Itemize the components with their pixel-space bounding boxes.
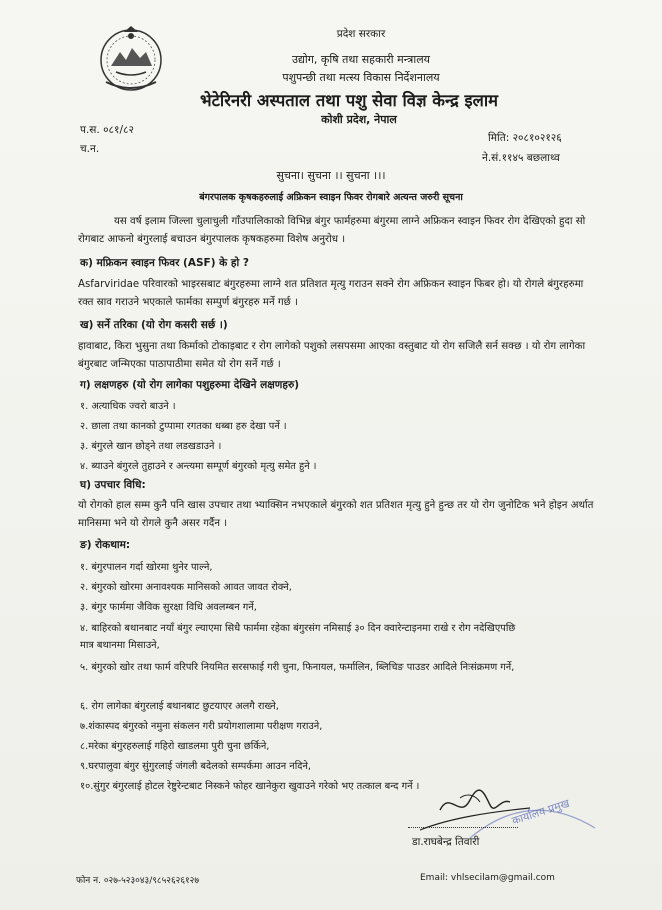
- section-gha-body: यो रोगको हाल सम्म कुनै पनि खास उपचार तथा भ्याक्सिन नभएकाले बंगुरको शत प्रतिशत मृत्यु हुने हुन्छ तर यो रोग जुनोटिक भने होइन अर्थात मानिसमा भने यो रोगले कुनै असर गर्दैन ।: [78, 500, 594, 529]
- prevention-item: ७.शंकास्पद बंगुरको नमुना संकलन गरी प्रयोगशालामा परीक्षण गराउने,: [80, 721, 323, 732]
- notice-title: सुचना। सुचना ।। सुचना ।।।: [276, 169, 386, 182]
- footer-phone: फोन न. ०२७-५२३०४३/९८५२६२६१२७: [76, 876, 200, 886]
- section-kha-body: हावाबाट, किरा भुसुना तथा किर्माको टोकाइबाट र रोग लागेको पशुको लसपसमा आएका वस्तुबाट यो रोग सजिलै सर्न सक्छ । यो रोग लागेका बंगुरबाट जन्मिएका पाठापाठीमा समेत यो रोग सर्ने गर्छ ।: [78, 341, 586, 370]
- province-name: कोशी प्रदेश, नेपाल: [321, 113, 397, 126]
- section-nga-heading: ङ) रोकथाम:: [80, 539, 131, 551]
- section-kha-heading: ख) सर्ने तरिका (यो रोग कसरी सर्छ ।): [80, 319, 228, 331]
- handwritten-signature: [400, 780, 540, 840]
- stamp-text: कार्यालय प्रमुख: [510, 796, 572, 828]
- intro-paragraph: यस वर्ष इलाम जिल्ला चुलाचुली गाँउपालिकाको विभिन्न बंगुर फार्महरुमा बंगुरमा लाग्ने अफ्रिकन स्वाइन फिवर रोग देखिएको हुदा सो रोगबाट आफनो बंगुरलाई बचाउन बंगुरपालक कृषकहरुमा विशेष अनुरोध ।: [78, 216, 586, 245]
- prevention-item: २. बंगुरको खोरमा अनावश्यक मानिसको आवत जावत रोक्ने,: [80, 582, 292, 593]
- government-name: प्रदेश सरकार: [336, 28, 386, 40]
- prevention-item: ३. बंगुर फार्ममा जैविक सुरक्षा विधि अवलम्बन गर्ने,: [80, 602, 257, 613]
- ministry-name: उद्योग, कृषि तथा सहकारी मन्त्रालय: [291, 53, 431, 66]
- date: मिति: २०८१०२१२६: [488, 132, 562, 144]
- prevention-item: ८.मरेका बंगुरहरुलाई गहिरो खाडलमा पुरी चुना छर्किने,: [80, 741, 270, 752]
- section-ka-body: Asfarviridae परिवारको भाइरसबाट बंगुरहरुमा लाग्ने शत प्रतिशत मृत्यु गराउन सक्ने रोग अफ्रिकन स्वाइन फिबर हो। यो रोगले बंगुरहरुमा रक्त स्राव गराउने भएकाले फार्मका सम्पुर्ण बंगुरहरु मर्ने गर्छ ।: [78, 279, 584, 308]
- prevention-item: ९.घरपालुवा बंगुर सुंगुरलाई जंगली बदेलको सम्पर्कमा आउन नदिने,: [80, 761, 312, 772]
- signatory-name: डा.राघबेन्द्र तिवारी: [412, 836, 480, 848]
- section-gha-heading: घ) उपचार विधि:: [80, 479, 146, 491]
- section-ga-heading: ग) लक्षणहरु (यो रोग लागेका पशुहरुमा देखिने लक्षणहरु): [80, 379, 300, 391]
- nepal-sambat-date: ने.सं.११४५ बछलाथ्व: [482, 152, 560, 164]
- hospital-name: भेटेरिनरी अस्पताल तथा पशु सेवा विज्ञ केन्द्र इलाम: [200, 91, 498, 110]
- footer-email: Email: vhlsecilam@gmail.com: [420, 873, 555, 883]
- dispatch-number: च.न.: [80, 143, 100, 155]
- notice-subject: बंगरपालक कृषकहरुलाई अफ्रिकन स्वाइन फिवर रोगबारे अत्यन्त जरुरी सूचना: [199, 192, 463, 203]
- prevention-item: १०.सुंगुर बंगुरलाई होटल रेष्टुरेन्टबाट निस्कने फोहर खानेकुरा खुवाउने गरेको भए तत्काल बन्द गर्ने ।: [80, 781, 420, 792]
- prevention-item: ४. बाहिरको बथानबाट नयाँ बंगुर ल्याएमा सिधै फार्ममा रहेका बंगुरसंग नमिसाई ३० दिन क्वारेन्टाइनमा राखे र रोग नदेखिएपछि मात्र बथानमा मिसाउने,: [80, 623, 516, 651]
- symptom-item: ४. ब्याउने बंगुरले तुहाउने र अन्त्यमा सम्पूर्ण बंगुरको मृत्यु समेत हुने ।: [80, 461, 317, 472]
- prevention-item: ६. रोग लागेका बंगुरलाई बथानबाट छुटयाएर अलगै राख्ने,: [80, 701, 279, 712]
- signature-line: [408, 827, 518, 828]
- symptom-item: २. छाला तथा कानको टुप्पामा रगतका धब्बा हरु देखा पर्ने ।: [80, 421, 287, 432]
- section-ka-heading: क) मफ्रिकन स्वाइन फिवर (ASF) के हो ?: [80, 257, 249, 269]
- reference-number: प.स. ०८१/८२: [80, 124, 134, 136]
- symptom-item: ३. बंगुरले खान छोड्ने तथा लडखडाउने ।: [80, 441, 222, 452]
- prevention-item: ५. बंगुरको खोर तथा फार्म वरिपरि नियमित सरसफाई गरी चुना, फिनायल, फर्मालिन, ब्लिचिङ पाउडर आदिले निःसंक्रमण गर्ने,: [80, 662, 515, 673]
- prevention-item: १. बंगुरपालन गर्दा खोरमा थुनेर पाल्ने,: [80, 562, 213, 573]
- symptom-item: १. अत्याधिक ज्वरो बाउने ।: [80, 401, 176, 412]
- directorate-name: पशुपन्छी तथा मत्स्य विकास निर्देशनालय: [282, 71, 440, 84]
